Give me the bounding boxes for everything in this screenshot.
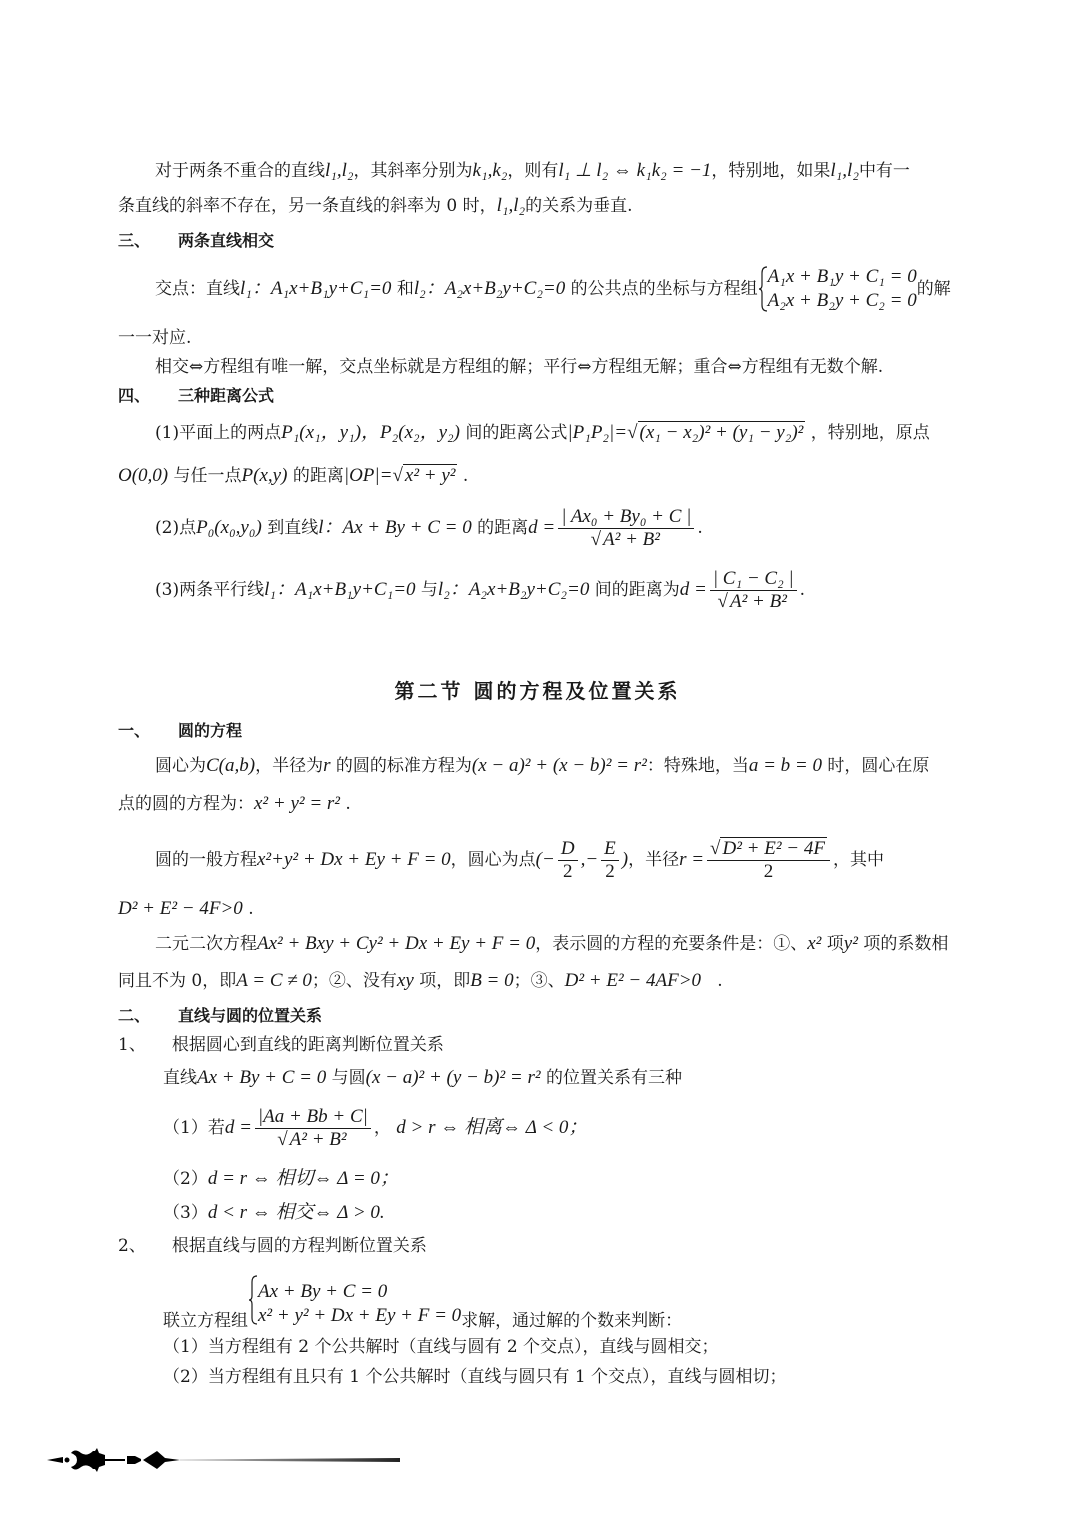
math-d: d = [679, 579, 707, 600]
math-l1l2: l₁,l₂ [496, 195, 526, 216]
math-condition: D² + E² − 4F>0 [118, 898, 243, 919]
fraction-denominator: 2 [562, 860, 573, 882]
text: 对于两条不重合的直线 [155, 161, 325, 181]
text: 交点：直线 [155, 279, 240, 299]
math-y2: y² [843, 933, 858, 954]
heading-number: 三、 [118, 231, 151, 250]
para-intersection-line2 [118, 327, 191, 349]
item-intersect [163, 1202, 385, 1224]
text: ；②、没有 [311, 971, 397, 991]
fraction-numerator: D² + E² − 4F [722, 837, 825, 859]
math-l1: l₁： [264, 579, 295, 600]
heading-number: 四、 [118, 386, 151, 405]
text: （1）若 [163, 1118, 225, 1138]
fraction-denominator: 2 [605, 860, 615, 882]
heading-number: 一、 [118, 721, 151, 740]
fraction-denominator: A² + B² [603, 528, 660, 550]
footer-ornament-icon [45, 1445, 405, 1475]
text: ，则有 [507, 161, 559, 181]
math-eq1: A₁x+B₁y+C₁=0 [270, 278, 392, 299]
para-distance-1-line2: O(0,0) 与任一点P(x,y) 的距离|OP|=√ x² + y² . [118, 465, 469, 486]
text: (1)平面上的两点 [155, 423, 282, 443]
text: . [462, 466, 469, 486]
para-intersection-point [155, 264, 951, 314]
fraction-denominator: A² + B² [289, 1128, 347, 1150]
text: ：特殊地，当 [646, 756, 749, 776]
math-relation: d > r ⇔ 相离⇔ Δ < 0； [396, 1117, 588, 1138]
subheading-equation-method [118, 1235, 427, 1257]
fraction: $\frac{\text{| C₁ − C₂ |}}{\text{√ A² + B²}}$ [710, 568, 797, 613]
subheading-text: 根据圆心到直线的距离判断位置关系 [171, 1035, 444, 1055]
left-brace-icon [248, 1274, 258, 1326]
text: 联立方程组 [163, 1311, 248, 1331]
math-eq1: A₁x+B₁y+C₁=0 [294, 579, 416, 600]
system-eq1: A₁x + B₁y + C₁ = 0 [767, 266, 917, 287]
math-l2: l₂： [413, 278, 445, 299]
left-brace-icon [758, 265, 768, 313]
text: 二元二次方程 [155, 934, 257, 954]
fraction [558, 838, 578, 883]
system-eq2: A₂x + B₂y + C₂ = 0 [767, 290, 917, 311]
math-d: d = [528, 517, 556, 538]
text: ，其中 [832, 850, 884, 870]
text: 时，圆心在原 [827, 756, 930, 776]
subheading-number: 1、 [118, 1035, 146, 1055]
text: ，表示圆的方程的充要条件是：①、 [535, 934, 808, 954]
text: 的圆的标准方程为 [335, 756, 472, 776]
math-ab-zero: a = b = 0 [748, 755, 822, 776]
text: 中有一 [858, 161, 910, 181]
text: 和 [396, 279, 414, 299]
item-one-solution [163, 1366, 787, 1388]
heading-text: 直线与圆的位置关系 [178, 1006, 323, 1025]
math-k1k2: k₁,k₂ [472, 160, 508, 181]
fraction: $\frac{\text{| Ax₀ + By₀ + C |}}{\text{√ A² + B²}}$ [558, 506, 694, 551]
math-radicand: x² + y² [404, 465, 456, 486]
text: 的距离 [292, 466, 344, 486]
math-general-eq: x²+y² + Dx + Ey + F = 0 [257, 849, 451, 870]
text: 相交⇔方程组有唯一解，交点坐标就是方程组的解；平行⇔方程组无解；重合⇔方程组有无数个解. [155, 357, 884, 377]
math-point-p: P(x,y) [241, 465, 288, 486]
math-origin-circle: x² + y² = r² [254, 793, 340, 814]
text: 项的系数相 [863, 934, 949, 954]
math-center: C(a,b) [206, 755, 256, 776]
math-l1l2: l₁,l₂ [830, 160, 859, 181]
math-op: |OP|= [343, 465, 393, 486]
heading-text: 三种距离公式 [178, 386, 275, 405]
math-quadratic-eq: Ax² + Bxy + Cy² + Dx + Ey + F = 0 [257, 933, 536, 954]
text: 的解 [916, 279, 951, 299]
math-d: d = [224, 1117, 252, 1138]
math-standard-eq: (x − a)² + (x − b)² = r² [471, 755, 647, 776]
text: . [697, 518, 703, 538]
subheading-text: 根据直线与圆的方程判断位置关系 [171, 1236, 427, 1256]
text: (2)点 [155, 518, 197, 538]
fraction: $\frac{|Aa + Bb + C|}{\text{√ A² + B²}}$ [255, 1106, 371, 1151]
math-circle-eq: (x − a)² + (y − b)² = r² [365, 1067, 541, 1088]
text: . [248, 899, 254, 919]
math-line-eq: Ax + By + C = 0 [342, 517, 472, 538]
subheading-distance-method [118, 1034, 444, 1056]
text: 间的距离公式 [465, 423, 568, 443]
text: （1）当方程组有 2 个公共解时（直线与圆有 2 个交点），直线与圆相交； [163, 1337, 719, 1357]
text: （3） [163, 1203, 208, 1223]
fraction-numerator: | Ax₀ + By₀ + C | [558, 506, 694, 529]
text: （2） [163, 1169, 208, 1189]
text: 项，即 [419, 971, 471, 991]
math-l2: l₂： [437, 579, 469, 600]
math-p0: P₀(x₀,y₀) [196, 517, 262, 538]
math-relation: d = r ⇔ 相切⇔ Δ = 0； [207, 1168, 399, 1189]
para-distance-2 [155, 500, 703, 556]
section-title [0, 680, 1075, 702]
para-perpendicular [155, 160, 910, 182]
text: ，其斜率分别为 [353, 161, 473, 181]
heading-intersect [118, 230, 274, 252]
math-r: r = [679, 849, 705, 870]
heading-line-circle [118, 1005, 322, 1027]
text: 的距离 [477, 518, 529, 538]
math-eq2: A₂x+B₂y+C₂=0 [444, 278, 566, 299]
fraction-numerator: E [601, 838, 619, 861]
subheading-number: 2、 [118, 1236, 146, 1256]
text: 的位置关系有三种 [545, 1068, 682, 1088]
para-standard-equation-line2 [118, 793, 351, 815]
text: (3)两条平行线 [155, 580, 265, 600]
math-line-eq: Ax + By + C = 0 [197, 1067, 327, 1088]
heading-number: 二、 [118, 1006, 151, 1025]
fraction-numerator: |Aa + Bb + C| [255, 1106, 371, 1129]
text: 条直线的斜率不存在，另一条直线的斜率为 0 时， [118, 196, 497, 216]
item-tangent [163, 1168, 399, 1190]
math-relation: d < r ⇔ 相交⇔ Δ > 0. [207, 1202, 385, 1223]
text: ， [373, 1118, 391, 1138]
fraction: $\frac{\text{√ D² + E² − 4F}}{2}$ [707, 838, 830, 883]
text: ，圆心为点 [450, 850, 536, 870]
para-relations [155, 356, 883, 378]
text: 一一对应. [118, 328, 192, 348]
fraction-numerator: D [558, 838, 578, 861]
section-title-text: 第二节 圆的方程及位置关系 [394, 679, 681, 703]
math-p1p2: |P₁P₂|= [567, 422, 628, 443]
math-x2: x² [807, 933, 822, 954]
para-quadratic-condition [155, 933, 948, 955]
para-general-equation-line2 [118, 898, 254, 920]
text: 与圆 [331, 1068, 366, 1088]
math-l1l2: l₁,l₂ [325, 160, 354, 181]
fraction-denominator: 2 [763, 860, 774, 882]
text: 的公共点的坐标与方程组 [570, 279, 758, 299]
heading-circle-equation [118, 720, 242, 742]
text: （2）当方程组有且只有 1 个公共解时（直线与圆只有 1 个交点），直线与圆相切； [163, 1367, 787, 1387]
text: ，半径为 [255, 756, 324, 776]
text: 圆心为 [155, 756, 206, 776]
equation-system [768, 265, 917, 313]
para-distance-1: (1)平面上的两点P₁(x₁，y₁)，P₂(x₂，y₂) 间的距离公式|P₁P₂|=√ (x₁ − x₂)² + (y₁ − y₂)² ，特别地，原点 [155, 422, 930, 443]
para-perpendicular-line2 [118, 195, 633, 217]
math-points: P₁(x₁，y₁)，P₂(x₂，y₂) [281, 422, 460, 443]
text: 点的圆的方程为： [118, 794, 254, 814]
system-eq1: Ax + By + C = 0 [258, 1281, 388, 1302]
text: 与 [420, 580, 438, 600]
system-eq2: x² + y² + Dx + Ey + F = 0 [258, 1305, 462, 1326]
math-condition: D² + E² − 4AF>0 [564, 970, 702, 991]
text: 与任一点 [173, 466, 242, 486]
item-two-solutions [163, 1336, 719, 1358]
text: 到直线 [267, 518, 319, 538]
text: . [345, 794, 351, 814]
item-separate [163, 1100, 587, 1156]
heading-text: 两条直线相交 [178, 231, 275, 250]
text: 项 [826, 934, 844, 954]
para-three-relations [163, 1067, 682, 1089]
text: 圆的一般方程 [155, 850, 257, 870]
para-general-equation: 圆的一般方程 x²+y² + Dx + Ey + F = 0 ，圆心为点 (− $\frac{D}{2}$ ,− $\frac{E}{2}$ ) ，半径 r = $\frac{\text{√ D² + E² − 4F}}{2}$ ，其中 [155, 837, 884, 882]
para-simultaneous [163, 1262, 682, 1332]
math-a-eq-c: A = C ≠ 0 [236, 970, 312, 991]
text: ，特别地，如果 [711, 161, 831, 181]
para-quadratic-condition-line2 [118, 970, 723, 992]
text: ，特别地，原点 [810, 423, 930, 443]
fraction-numerator: | C₁ − C₂ | [710, 568, 797, 591]
para-standard-equation [155, 755, 929, 777]
math-radicand: (x₁ − x₂)² + (y₁ − y₂)² [639, 422, 804, 443]
equation-system [258, 1280, 461, 1328]
text: 间的距离为 [594, 580, 680, 600]
math-l: l： [318, 517, 343, 538]
text: 同且不为 0，即 [118, 971, 237, 991]
math-origin: O(0,0) [118, 465, 169, 486]
para-distance-3 [155, 562, 805, 618]
fraction [601, 838, 619, 883]
text: ，半径 [628, 850, 680, 870]
math-xy: xy [396, 970, 414, 991]
fraction-denominator: A² + B² [729, 590, 787, 612]
heading-text: 圆的方程 [178, 721, 243, 740]
math-l1: l₁： [240, 278, 271, 299]
text: 直线 [163, 1068, 197, 1088]
heading-distance [118, 385, 274, 407]
math-eq2: A₂x+B₂y+C₂=0 [468, 579, 590, 600]
text: . [799, 580, 806, 600]
text: . [717, 971, 723, 991]
text: 求解，通过解的个数来判断： [461, 1311, 683, 1331]
math-perp-condition: l₁ ⊥ l₂ ⇔ k₁k₂ = −1 [558, 160, 712, 181]
text: 的关系为垂直. [525, 196, 633, 216]
text: ；③、 [513, 971, 565, 991]
math-b-zero: B = 0 [470, 970, 514, 991]
math-r: r [323, 755, 331, 776]
